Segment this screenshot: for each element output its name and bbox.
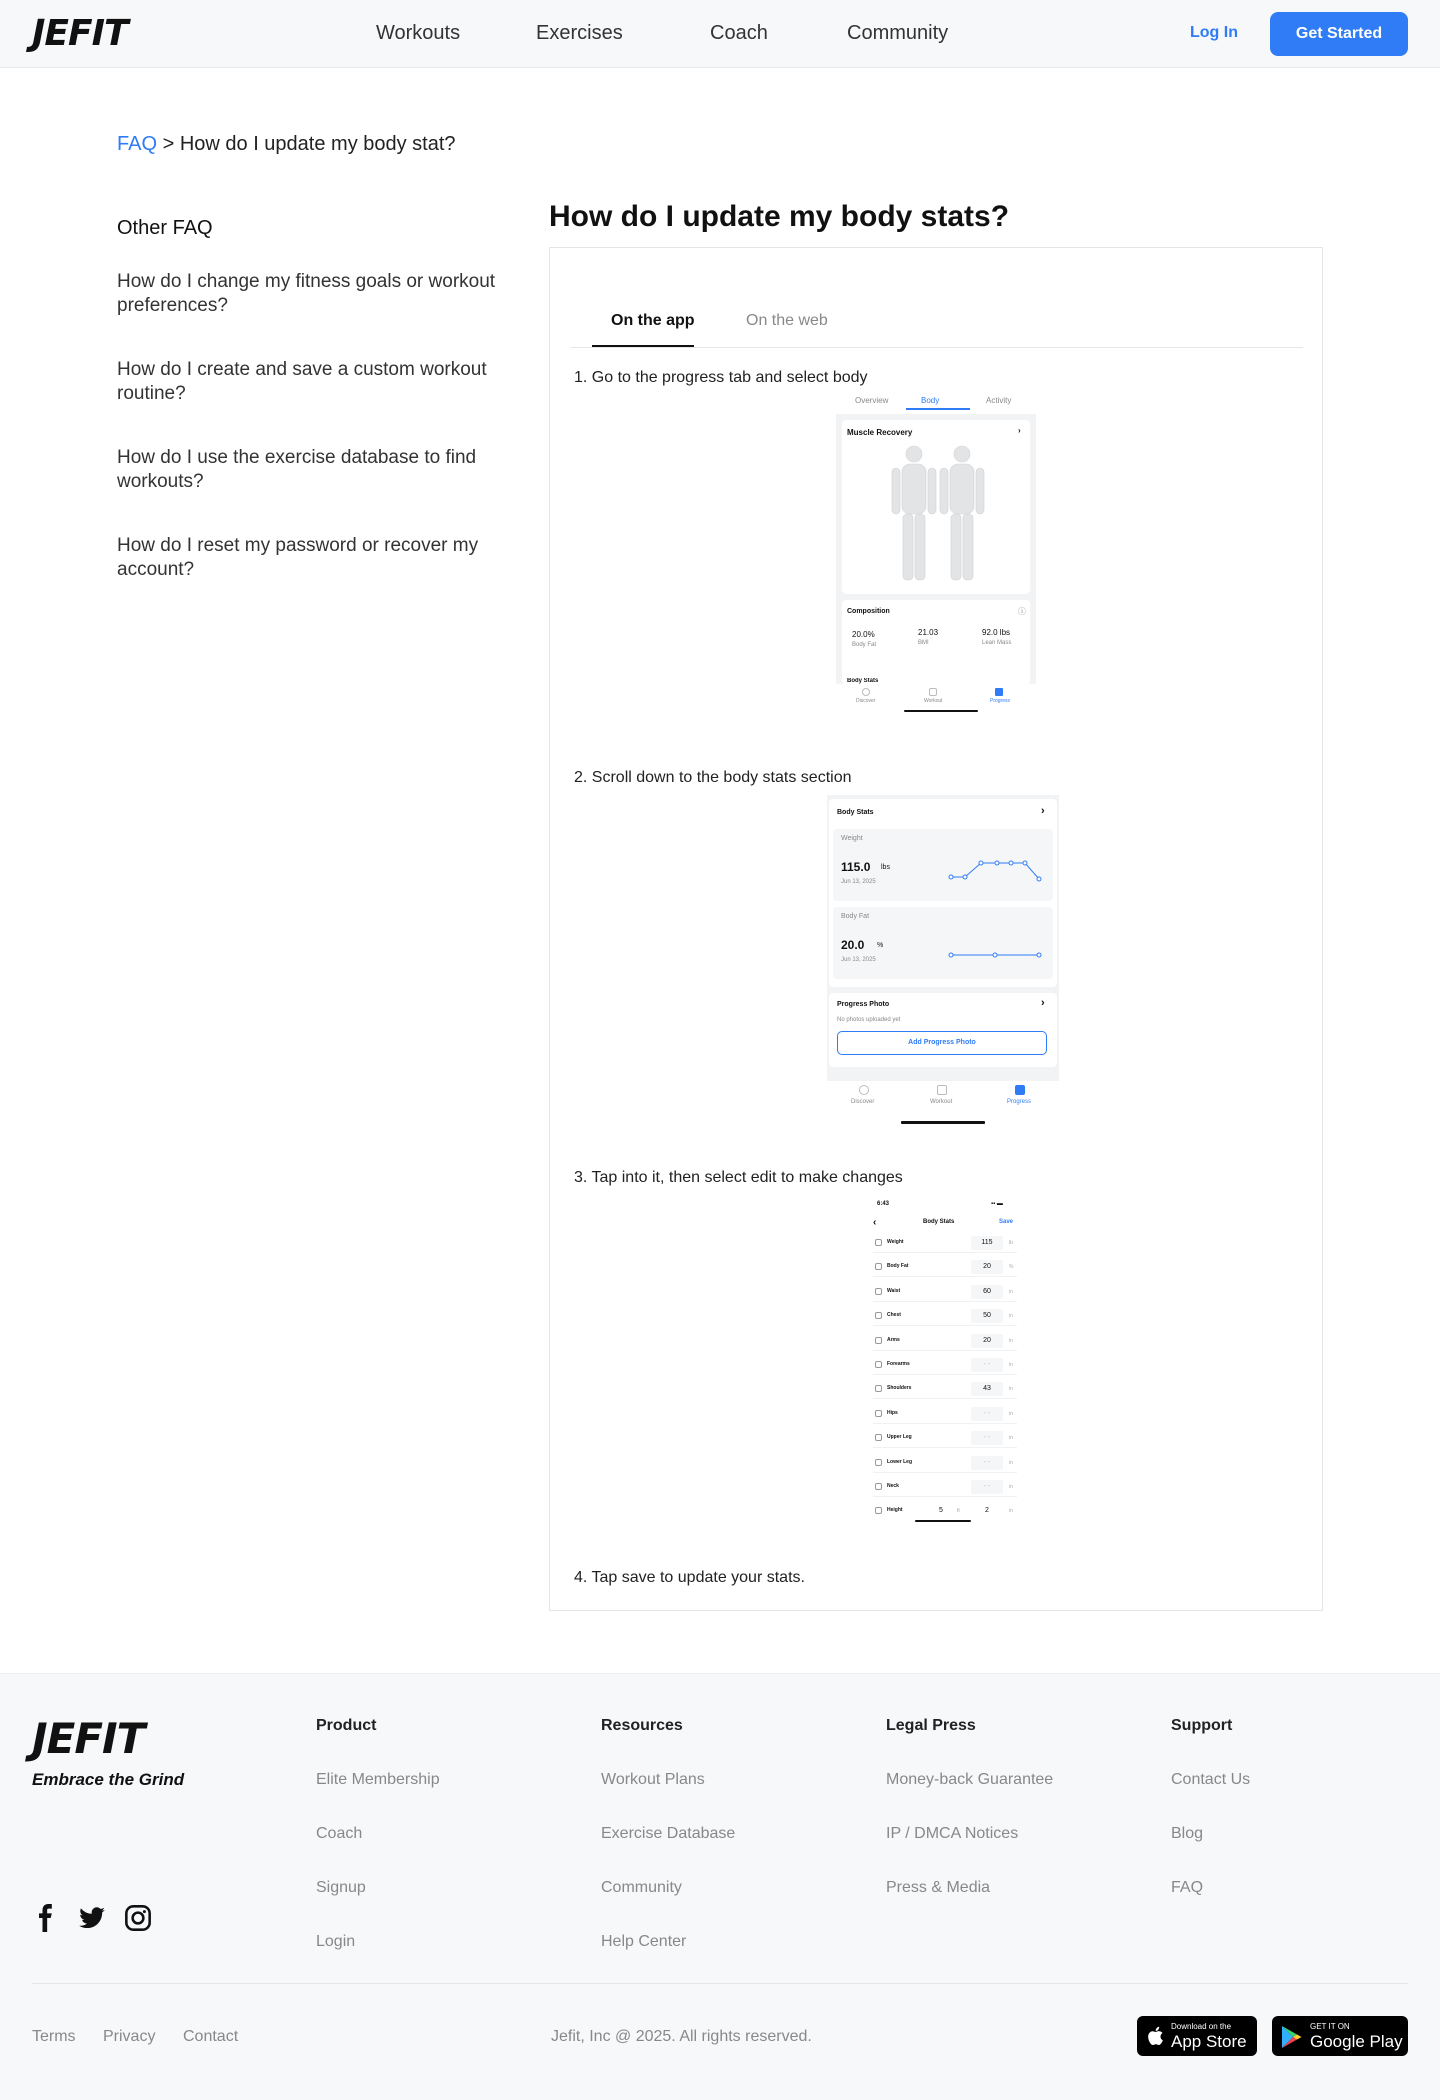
stat-row-unit: in — [1009, 1484, 1013, 1490]
home-indicator — [901, 1121, 985, 1124]
status-icons: ▪▪ ▬ — [991, 1201, 1003, 1207]
google-play-small-text: GET IT ON — [1310, 2022, 1350, 2031]
no-photos-text: No photos uploaded yet — [837, 1017, 901, 1023]
twitter-icon[interactable] — [78, 1904, 106, 1932]
site-header — [0, 0, 1440, 68]
stat-row-icon — [875, 1483, 882, 1490]
shot1-content — [836, 414, 1036, 684]
facebook-icon[interactable] — [32, 1904, 60, 1932]
stat-body-fat-value: 20.0% — [852, 630, 875, 639]
faq-link-custom-routine[interactable]: How do I create and save a custom workout routine? — [117, 359, 487, 404]
stat-row-label: Neck — [887, 1483, 899, 1489]
footer-link-workout-plans[interactable]: Workout Plans — [601, 1771, 705, 1788]
workout-icon — [937, 1085, 947, 1095]
footer-privacy-link[interactable]: Privacy — [103, 2028, 156, 2045]
back-arrow-icon: ‹ — [873, 1217, 877, 1228]
footer-link-help-center[interactable]: Help Center — [601, 1933, 687, 1950]
height-ft-value: 5 — [939, 1507, 943, 1515]
shot1-nav-discover: Discover — [856, 698, 876, 704]
stat-row-icon — [875, 1385, 882, 1392]
body-figure-illustration — [888, 442, 988, 587]
stat-row-value: 20 — [983, 1263, 991, 1271]
weight-label: Weight — [841, 835, 863, 842]
shot1-nav-workout: Workout — [924, 698, 943, 704]
stat-row-icon — [875, 1361, 882, 1368]
stat-row-label: Arms — [887, 1336, 900, 1343]
stat-bmi-value: 21.03 — [918, 628, 939, 637]
shot2-nav-discover: Discover — [851, 1099, 875, 1105]
home-indicator — [915, 1520, 971, 1522]
stat-body-fat-label: Body Fat — [852, 642, 877, 648]
shot1-nav-progress: Progress — [990, 698, 1011, 704]
stat-row-icon — [875, 1263, 882, 1270]
stat-row-unit: in — [1009, 1288, 1013, 1295]
weight-unit: lbs — [881, 864, 890, 871]
shot1-bottom-nav — [836, 684, 1036, 712]
footer-link-dmca[interactable]: IP / DMCA Notices — [886, 1825, 1019, 1842]
step-4: 4. Tap save to update your stats. — [574, 1569, 805, 1586]
stat-row[interactable] — [873, 1333, 1017, 1351]
stat-row[interactable] — [873, 1406, 1017, 1424]
shot3-title: Body Stats — [923, 1219, 955, 1225]
stat-row[interactable] — [873, 1479, 1017, 1497]
step-3: 3. Tap into it, then select edit to make changes — [574, 1169, 903, 1186]
stat-lean-mass-value: 92.0 lbs — [982, 628, 1011, 637]
stat-row-label: Shoulders — [887, 1385, 912, 1392]
stat-row-unit: in — [1009, 1313, 1013, 1320]
app-store-small-text: Download on the — [1171, 2022, 1232, 2031]
stat-row-value: 115 — [981, 1239, 993, 1246]
edit-body-stats-screenshot — [867, 1199, 1023, 1515]
chevron-right-icon: › — [1041, 805, 1045, 817]
footer-copyright: Jefit, Inc @ 2025. All rights reserved. — [551, 2028, 812, 2045]
tab-on-the-web[interactable]: On the web — [746, 312, 828, 329]
stat-row-icon — [875, 1459, 882, 1466]
breadcrumb-current: How do I update my body stat? — [179, 133, 456, 155]
body-fat-unit: % — [877, 942, 884, 949]
stat-row-icon — [875, 1434, 882, 1441]
save-button: Save — [999, 1219, 1014, 1225]
stat-row-value: - - — [983, 1458, 991, 1466]
height-in-value: 2 — [985, 1507, 989, 1515]
chevron-right-icon: › — [1018, 426, 1021, 435]
stat-row-icon — [875, 1288, 882, 1295]
shot1-body-stats-title: Body Stats — [847, 678, 879, 684]
status-time: 6:43 — [877, 1201, 890, 1207]
apple-icon — [1146, 2025, 1166, 2047]
footer-link-signup[interactable]: Signup — [316, 1879, 366, 1896]
footer-support-title: Support — [1171, 1717, 1233, 1734]
stat-row-label: Hips — [887, 1409, 898, 1416]
shot1-tab-body: Body — [921, 396, 940, 405]
body-fat-date: Jun 13, 2025 — [841, 957, 876, 963]
google-play-icon — [1281, 2025, 1303, 2049]
progress-icon — [995, 688, 1003, 696]
login-link[interactable]: Log In — [1190, 24, 1238, 41]
stat-row-value: - - — [983, 1409, 991, 1417]
instagram-icon[interactable] — [124, 1904, 152, 1932]
progress-icon — [1015, 1085, 1025, 1095]
nav-exercises[interactable]: Exercises — [536, 22, 623, 44]
stat-row-icon — [875, 1337, 882, 1344]
stat-row-icon — [875, 1410, 882, 1417]
discover-icon — [862, 688, 870, 696]
stat-row-unit: in — [1009, 1362, 1013, 1368]
shot2-body-stats-title: Body Stats — [837, 809, 874, 816]
footer-link-coach[interactable]: Coach — [316, 1825, 363, 1842]
weight-value: 115.0 — [841, 860, 871, 874]
nav-workouts[interactable]: Workouts — [376, 22, 461, 44]
stat-row-unit: in — [1009, 1459, 1013, 1466]
stat-row-value: - - — [983, 1483, 991, 1490]
stat-row-icon — [875, 1239, 882, 1246]
tab-on-the-app[interactable]: On the app — [611, 312, 695, 329]
stat-row-value: 60 — [983, 1287, 991, 1295]
stat-row-icon — [875, 1312, 882, 1319]
stat-row-label: Upper Leg — [887, 1434, 912, 1441]
stat-row-unit: lb — [1009, 1240, 1013, 1246]
weight-stat-panel — [833, 829, 1053, 901]
stat-row[interactable] — [873, 1381, 1017, 1399]
other-faq-heading: Other FAQ — [117, 217, 213, 239]
body-stats-card — [829, 799, 1057, 987]
footer-link-money-back[interactable]: Money-back Guarantee — [886, 1771, 1054, 1788]
discover-icon — [859, 1085, 869, 1095]
footer-link-blog[interactable]: Blog — [1171, 1825, 1204, 1842]
stat-row[interactable] — [873, 1259, 1017, 1277]
jefit-logo[interactable]: JEFIT — [32, 13, 128, 54]
stat-row-unit: in — [1009, 1435, 1013, 1442]
weight-date: Jun 13, 2025 — [841, 879, 876, 885]
active-tab-indicator — [592, 345, 694, 347]
footer-terms-link[interactable]: Terms — [32, 2028, 76, 2045]
stat-lean-mass-label: Lean Mass — [982, 640, 1012, 646]
footer-link-exercise-database[interactable]: Exercise Database — [601, 1825, 736, 1842]
stat-row-label: Lower Leg — [887, 1458, 913, 1465]
footer-link-contact-us[interactable]: Contact Us — [1171, 1771, 1251, 1788]
body-fat-label: Body Fat — [841, 913, 870, 920]
workout-icon — [929, 688, 937, 696]
faq-link-fitness-goals[interactable]: How do I change my fitness goals or workout preferences? — [117, 271, 496, 316]
step-2: 2. Scroll down to the body stats section — [574, 769, 852, 786]
google-play-big-text: Google Play — [1310, 2032, 1403, 2051]
stat-row-value: 43 — [983, 1385, 991, 1393]
nav-community[interactable]: Community — [847, 22, 949, 44]
stat-row-value: 20 — [983, 1336, 991, 1344]
footer-link-community[interactable]: Community — [601, 1879, 682, 1896]
faq-answer-card — [549, 247, 1323, 1611]
faq-link-reset-password[interactable]: How do I reset my password or recover my account? — [117, 535, 479, 580]
info-icon: ⓘ — [1018, 607, 1026, 616]
get-started-button[interactable]: Get Started — [1270, 12, 1408, 56]
breadcrumb — [117, 133, 456, 156]
shot2-nav-progress: Progress — [1007, 1099, 1032, 1105]
chevron-right-icon: › — [1041, 997, 1045, 1009]
stat-row-value: 50 — [983, 1312, 991, 1320]
footer-logo[interactable]: JEFIT — [32, 1714, 145, 1763]
shot1-tab-activity: Activity — [986, 396, 1012, 405]
progress-photo-title: Progress Photo — [837, 1001, 890, 1008]
shot2-nav-workout: Workout — [930, 1099, 953, 1105]
page-title: How do I update my body stats? — [549, 200, 1010, 233]
stat-row[interactable] — [873, 1357, 1017, 1375]
weight-trend-chart — [945, 857, 1045, 889]
muscle-recovery-card — [842, 420, 1030, 594]
footer-link-login[interactable]: Login — [316, 1933, 356, 1950]
google-play-badge[interactable] — [1272, 2016, 1408, 2056]
footer-tagline: Embrace the Grind — [32, 1770, 185, 1789]
footer-divider — [32, 1983, 1408, 1984]
stat-row-label: Waist — [887, 1287, 901, 1294]
breadcrumb-faq-link[interactable]: FAQ — [117, 133, 158, 155]
stat-row[interactable] — [873, 1235, 1017, 1253]
height-icon — [875, 1507, 882, 1514]
footer-product-title: Product — [316, 1717, 377, 1734]
footer-link-faq[interactable]: FAQ — [1171, 1879, 1204, 1896]
height-stat-row[interactable] — [873, 1503, 1017, 1521]
faq-link-exercise-database[interactable]: How do I use the exercise database to find workouts? — [117, 447, 477, 492]
progress-photo-card — [829, 993, 1057, 1067]
site-footer — [0, 1673, 1440, 2100]
footer-resources-title: Resources — [601, 1717, 683, 1734]
height-ft-unit: ft — [957, 1508, 960, 1515]
nav-coach[interactable]: Coach — [710, 22, 768, 44]
footer-link-elite-membership[interactable]: Elite Membership — [316, 1771, 440, 1788]
stat-row-unit: in — [1009, 1337, 1013, 1344]
height-label: Height — [887, 1507, 903, 1514]
stat-row[interactable] — [873, 1430, 1017, 1448]
muscle-recovery-title: Muscle Recovery — [847, 428, 913, 437]
body-fat-stat-panel — [833, 907, 1053, 979]
footer-link-press-media[interactable]: Press & Media — [886, 1879, 991, 1896]
stat-row-label: Chest — [887, 1312, 901, 1319]
composition-title: Composition — [847, 608, 890, 615]
app-store-badge[interactable] — [1137, 2016, 1257, 2056]
body-fat-value: 20.0 — [841, 938, 865, 952]
stat-bmi-label: BMI — [918, 640, 929, 646]
step-1: 1. Go to the progress tab and select body — [574, 369, 868, 386]
stat-row-value: - - — [983, 1361, 991, 1368]
stat-row[interactable] — [873, 1455, 1017, 1473]
body-stats-section-screenshot — [827, 795, 1059, 1125]
body-fat-trend-chart — [945, 935, 1045, 967]
composition-card — [842, 600, 1030, 684]
progress-body-screenshot — [836, 392, 1036, 712]
stat-row-value: - - — [983, 1434, 991, 1442]
shot1-tab-overview: Overview — [855, 396, 889, 405]
stat-row-label: Forearms — [887, 1361, 910, 1367]
shot1-tab-indicator — [906, 408, 970, 410]
stat-row-label: Body Fat — [887, 1263, 909, 1270]
stat-row-unit: in — [1009, 1410, 1013, 1417]
home-indicator — [904, 710, 978, 712]
footer-legal-press-title: Legal Press — [886, 1717, 976, 1734]
stat-row[interactable] — [873, 1284, 1017, 1302]
footer-contact-link[interactable]: Contact — [183, 2028, 239, 2045]
stat-row[interactable] — [873, 1308, 1017, 1326]
app-store-big-text: App Store — [1171, 2032, 1247, 2051]
add-progress-photo-button: Add Progress Photo — [837, 1031, 1047, 1055]
stat-row-label: Weight — [887, 1239, 904, 1245]
stat-row-unit: in — [1009, 1386, 1013, 1393]
shot2-bottom-nav — [827, 1081, 1059, 1125]
height-in-unit: in — [1009, 1508, 1013, 1515]
breadcrumb-separator: > — [162, 133, 175, 155]
platform-tabs — [570, 288, 1303, 348]
stat-row-unit: % — [1009, 1264, 1014, 1271]
